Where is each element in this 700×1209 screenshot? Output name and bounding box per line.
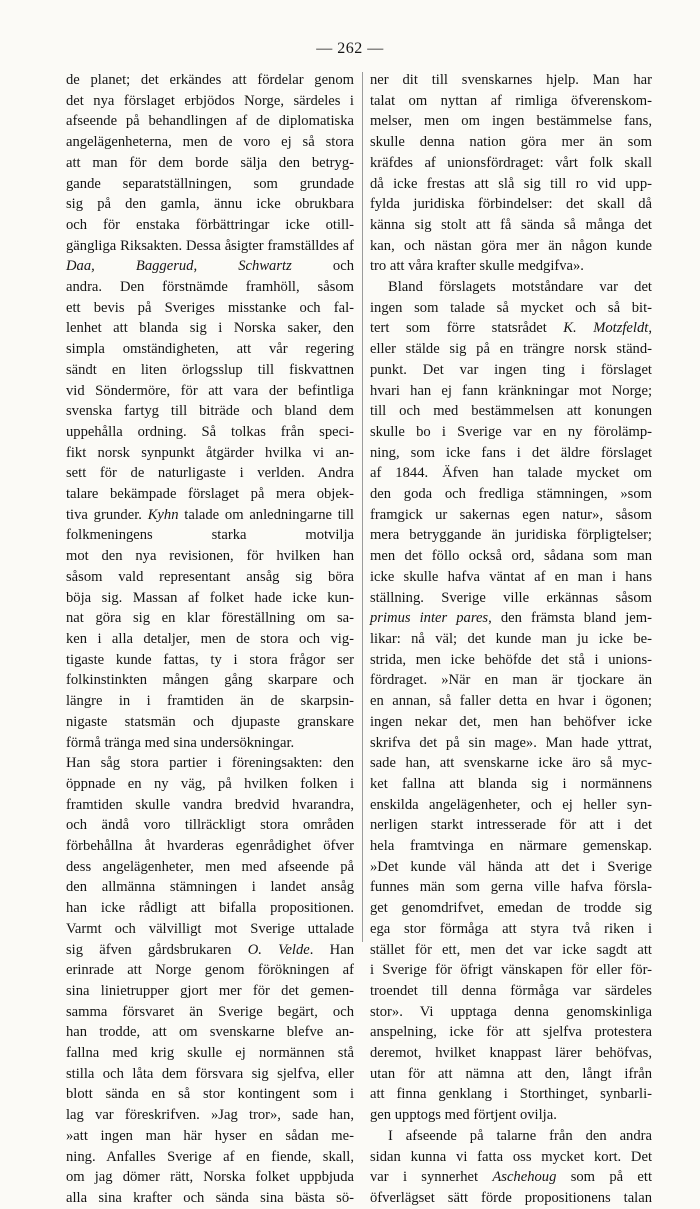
text-line: framgick ur sakernas egen natur», såsom: [370, 506, 652, 523]
text-line: svenska fartyg till biträde och bland dem: [66, 403, 354, 420]
text-line: Bland förslagets motståndare var det: [388, 279, 652, 296]
text-line: den goda och fredliga stämningen, »som: [370, 486, 652, 503]
text-line: folkinstinkten mången gång skarpare och: [66, 672, 354, 689]
text-line: I afseende på talarne från den andra: [388, 1127, 652, 1144]
italic-text: Aschehoug: [492, 1169, 557, 1186]
text-line: såsom vald representant ansåg sig böra: [66, 568, 354, 585]
text-line: erinrade att Norge genom förökningen af: [66, 962, 354, 979]
text-line: kräfdes af unionsfördraget: vårt folk skall: [370, 154, 652, 171]
text-line: primus inter pares, den främsta bland jem-: [370, 610, 652, 627]
text-line: andra. Den förstnämde framhöll, såsom: [66, 279, 354, 296]
text-line: han trodde, att om svenskarne blefve an-: [66, 1024, 354, 1041]
italic-text: O. Velde: [247, 941, 310, 958]
text-line: och för enstaka förbättringar icke otill-: [66, 216, 354, 233]
text-line: lag var föreskrifven. »Jag tror», sade han,: [66, 1107, 354, 1124]
text-line: ett bevis på Sveriges misstanke och fal-: [66, 299, 354, 316]
text-line: funnes män som gerna ville hafva försla-: [370, 879, 652, 896]
italic-text: K. Motzfeldt: [563, 320, 649, 337]
text-line: ning, som icke fans i det äldre förslaget: [370, 444, 652, 461]
text-line: gande separatställningen, som grundade: [66, 175, 354, 192]
text-line: melser, men om ingen bestämmelse fans,: [370, 113, 652, 130]
text-line: var i synnerhet Aschehoug som på ett: [370, 1169, 652, 1186]
text-line: då icke frestas att slå sig till ro vid upp-: [370, 175, 652, 192]
text-line: sidan kunna vi fatta oss mycket kort. Det: [370, 1148, 652, 1165]
text-line: fylda juridiska förbindelser: det skall då: [370, 196, 652, 213]
text-line: tiva grunder. Kyhn talade om anledningarne till folkmeningens starka motvilja: [66, 506, 354, 544]
text-line: »Det kunde väl hända att det i Sverige: [370, 858, 652, 875]
text-line: sett för de naturligaste i verlden. Andra: [66, 465, 354, 482]
text-line: likar: nå väl; det kunde man ju icke be-: [370, 630, 652, 647]
left-column: [66, 70, 354, 1209]
page-number: — 262 —: [316, 40, 384, 57]
text-line: känna sig stolt att få sända så många det: [370, 216, 652, 233]
text-line: get genomdrifvet, emedan de trodde sig: [370, 900, 652, 917]
text-line: anspelning, icke för att sjelfva protestera: [370, 1024, 652, 1041]
text-line: fallna med krig skulle ej normännen stå: [66, 1045, 354, 1062]
text-line: om jag dömer rätt, Norska folket uppbjuda: [66, 1169, 354, 1186]
text-line: talat om nyttan af rimliga öfverenskom-: [370, 92, 652, 109]
text-line: men det föllo också ord, sådana som man: [370, 548, 652, 565]
text-line: den allmänna stämningen i landet ansåg: [66, 879, 354, 896]
text-line: i Sverige för öfrigt vänskapen för eller för-: [370, 962, 652, 979]
text-line: gängliga Riksakten. Dessa åsigter framställdes af Daa, Baggerud, Schwartz och: [66, 237, 354, 275]
text-line: skrifva det på sin mage». Man hade yttrat,: [370, 734, 652, 751]
text-line: deremot, hvilket knappast lärer behöfvas,: [370, 1045, 652, 1062]
text-line: förbehållna åt hvarderas egenrådighet öfver: [66, 838, 354, 855]
text-line: fikt norsk synpunkt åtgärder hvilka vi an-: [66, 444, 354, 461]
text-line: mera betryggande än juridiska förpligtelser;: [370, 527, 652, 544]
text-line: strida, men icke behöfde det stå i unions-: [370, 651, 652, 668]
text-line: sina linietrupper gjort mer för det gemen-: [66, 982, 354, 999]
text-line: att man för dem borde sälja den betryg-: [66, 154, 354, 171]
text-line: skulle denna nation göra mer än som: [370, 134, 652, 151]
text-line: kan, och nästan göra mer än någon kunde: [370, 237, 652, 254]
text-line: nigaste statsmän och djupaste granskare: [66, 713, 354, 730]
text-line: de planet; det erkändes att fördelar genom: [66, 72, 354, 88]
text-line: enskilda angelägenheter, och ej heller syn-: [370, 796, 652, 813]
text-line: tert som förre statsrådet K. Motzfeldt,: [370, 320, 652, 337]
text-line: angelägenheterna, men de voro ej så stora: [66, 134, 354, 151]
text-line: simpla omständigheten, att vår regering: [66, 341, 354, 358]
italic-text: primus inter pares: [370, 610, 489, 627]
text-line: afseende på behandlingen af de diplomatiska: [66, 113, 354, 130]
text-line: sändt en liten örlogsslup till fiskvattnen: [66, 361, 354, 378]
text-line: till och med bestämmelsen att konungen: [370, 403, 652, 420]
text-line: fördraget. »När en man är tjockare än: [370, 672, 652, 689]
text-line: blott sända en så stor kontingent som i: [66, 1086, 354, 1103]
text-line: tro att våra krafter skulle medgifva».: [370, 258, 584, 275]
text-line: icke skulle hafva väntat af en man i hans: [370, 568, 652, 585]
column-divider: [362, 72, 363, 942]
text-line: tigaste kunde fattas, ty i stora frågor ser: [66, 651, 354, 668]
text-line: dess angelägenheter, men med afseende på: [66, 858, 354, 875]
text-line: ingen som talade så mycket och så bit-: [370, 299, 652, 316]
text-line: öppnade en ny väg, på hvilken folken i: [66, 775, 354, 792]
text-line: alla sina krafter och sända sina bästa sö-: [66, 1189, 354, 1206]
text-line: han icke rådligt att bifalla propositionen.: [66, 900, 354, 917]
italic-text: Kyhn: [147, 506, 179, 523]
text-line: talare bekämpade förslaget på mera objek-: [66, 486, 354, 503]
text-line: punkt. Det var ingen ting i förslaget: [370, 361, 652, 378]
text-line: det nya förslaget erbjödos Norge, särdeles i: [66, 92, 354, 109]
text-line: eller stälde sig på en trängre norsk ständ-: [370, 341, 652, 358]
text-line: ställning. Sverige ville erkännas såsom: [370, 589, 652, 606]
text-line: sig äfven gårdsbrukaren O. Velde. Han: [66, 941, 354, 958]
text-line: ken i alla detaljer, men de stora och vig-: [66, 630, 354, 647]
text-line: nat göra sig en klar föreställning om sa-: [66, 610, 354, 627]
text-line: framtiden skulle vandra bredvid hvarandra,: [66, 796, 354, 813]
text-line: uppehålla ordning. Så tolkas från speci-: [66, 423, 354, 440]
text-line: öfverlägset sätt förde propositionens talan: [370, 1189, 652, 1206]
text-line: och ändå voro tillräckligt stora områden: [66, 817, 354, 834]
text-line: hela framtvinga en närmare gemenskap.: [370, 838, 652, 855]
text-line: Varmt och välvilligt mot Sverige uttalade: [66, 920, 354, 937]
text-line: sig på den gamla, ännu icke obrukbara: [66, 196, 354, 213]
text-line: samma försvaret än Sverige begärt, och: [66, 1003, 354, 1020]
text-line: sade han, att svenskarne icke äro så myc-: [370, 755, 652, 772]
text-line: stor». Vi upptaga denna genomskinliga: [370, 1003, 652, 1020]
text-line: en annan, så faller detta en hvar i ögonen;: [370, 693, 652, 710]
text-line: ega stor förmåga att styra två riken i: [370, 920, 652, 937]
text-line: längre in i framtiden än de skarpsin-: [66, 693, 354, 710]
text-line: ingen nekar det, men han behöfver icke: [370, 713, 652, 730]
text-line: nerligen starkt intresserade för att i det: [370, 817, 652, 834]
text-line: »att ingen man här hyser en sådan me-: [66, 1127, 354, 1144]
text-line: ner dit till svenskarnes hjelp. Man har: [370, 72, 652, 88]
italic-text: Daa, Baggerud, Schwartz: [66, 258, 292, 275]
text-line: hvari han ej fann kränkningar mot Norge;: [370, 382, 652, 399]
text-line: af 1844. Äfven han talade mycket om: [370, 465, 652, 482]
text-line: vid Söndermöre, för att vara der befintliga: [66, 382, 354, 399]
text-line: mot den nya revisionen, för hvilken han: [66, 548, 354, 565]
right-column: [370, 70, 652, 1209]
text-line: stället för ett, men det var icke sagdt att: [370, 941, 652, 958]
text-line: att finna genklang i Storthinget, synbarli-: [370, 1086, 652, 1103]
text-line: Han såg stora partier i föreningsakten: den: [66, 755, 354, 772]
text-line: troendet till denna förmåga var särdeles: [370, 982, 652, 999]
text-line: ket fallna att blanda sig i normännens: [370, 775, 652, 792]
text-line: ning. Anfalles Sverige af en fiende, skall,: [66, 1148, 354, 1165]
text-line: utan för att nämna att den, långt ifrån: [370, 1065, 652, 1082]
text-line: lenhet att blanda sig i Norska saker, den: [66, 320, 354, 337]
text-line: förmå tränga med sina undersökningar.: [66, 734, 295, 751]
text-line: skulle bo i Sverige var en ny förolämp-: [370, 423, 652, 440]
text-line: gen upptogs med förtjent ovilja.: [370, 1107, 557, 1124]
text-line: stilla och låta dem försvara sig sjelfva, eller: [66, 1065, 354, 1082]
text-line: böja sig. Massan af folket hade icke kun-: [66, 589, 354, 606]
